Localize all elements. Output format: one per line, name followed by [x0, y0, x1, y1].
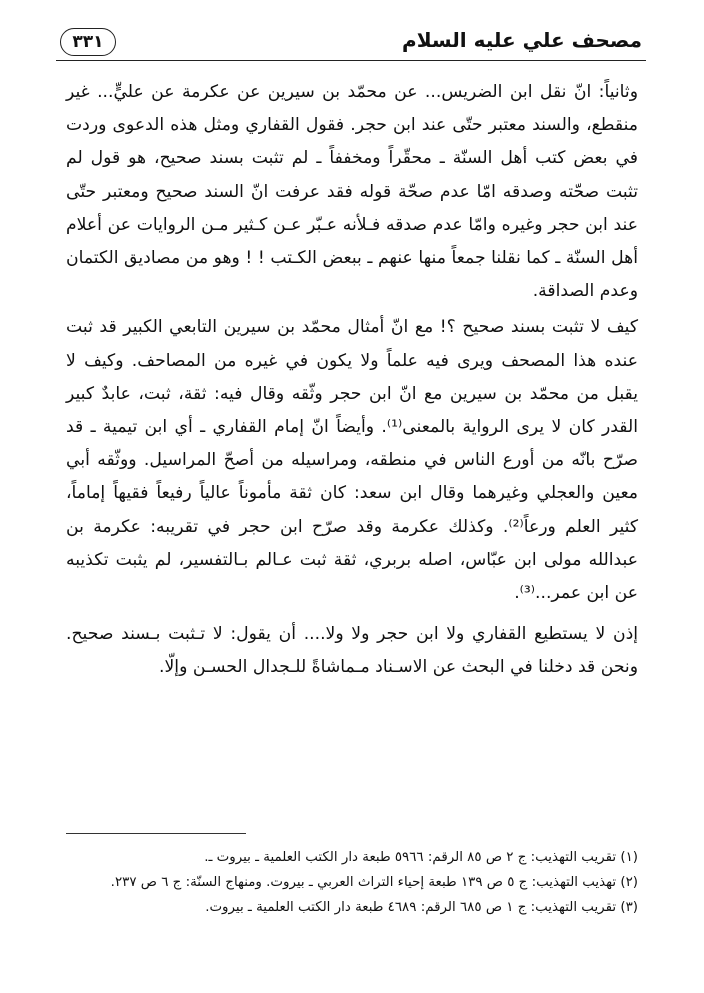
footnotes: [66, 845, 638, 920]
footnote-2: (٢) تهذيب التهذيب: ج ٥ ص ١٣٩ طبعة إحياء التراث العربي ـ بيروت. ومنهاج السنّة: ج ٦ ص ٢٣٧.: [110, 875, 638, 890]
main-text: [66, 76, 638, 685]
paragraph-2: كيف لا تثبت بسند صحيح ؟! مع انّ أمثال محمّد بن سيرين التابعي الكبير قد ثبت عنده هذا المصحف ويرى فيه علماً ولا يكون في غيره من المصاحف. وكيف لا يقبل من محمّد بن سيرين مع انّ ابن حجر وثّقه وقال فيه: ثقة، ثبت، عابدٌ كبير القدر كان لا يرى الرواية بالمعنى⁽¹⁾. وأيضاً انّ إمام القفاري ـ أي ابن تيمية ـ قد صرّح بانّه من أورع الناس في منطقه، ومراسيله من أصحّ المراسيل. ووثّقه أبي معين والعجلي وغيرهما وقال ابن سعد: كان ثقة مأموناً عالياً رفيعاً فقيهاً إماماً، كثير العلم ورعاً⁽²⁾. وكذلك عكرمة وقد صرّح ابن حجر في تقريبه: عكرمة بن عبدالله مولى ابن عبّاس، اصله بربري، ثقة ثبت عـالم بـالتفسير، لم يثبت تكذيبه عن ابن عمر...⁽³⁾.: [66, 317, 639, 604]
paragraph-3: إذن لا يستطيع القفاري ولا ابن حجر ولا ولا.... أن يقول: لا تـثبت بـسند صحيح. ونحن قد دخلنا في البحث عن الاسـناد مـماشاةً للـجدال الحسـن وإلّا.: [66, 624, 638, 678]
page-number-badge: ٣٣١: [60, 28, 116, 56]
footnote-1: (١) تقريب التهذيب: ج ٢ ص ٨٥ الرقم: ٥٩٦٦ طبعة دار الكتب العلمية ـ بيروت ـ.: [204, 850, 638, 865]
page-header: [56, 18, 646, 61]
running-title: مصحف علي عليه السلام: [402, 28, 642, 52]
paragraph-1: وثانياً: انّ نقل ابن الضريس... عن محمّد بن سيرين عن عكرمة عن عليٍّ... غير منقطع، والسند معتبر حتّى عند ابن حجر. فقول القفاري ومثل هذه الدعوى وردت في بعض كتب أهل السنّة ـ محقّراً ومخففاً ـ لم تثبت بسند صحيح، هو قول لم تثبت صحّته وصدقه امّا عدم صحّة قوله فقد عرفت انّ السند صحيح ومعتبر حتّى عند ابن حجر وغيره وامّا عدم صدقه فـلأنه عـبّر عـن كـثير مـن الروايات عن أعلام أهل السنّة ـ كما نقلنا جمعاً منها عنهم ـ ببعض الكـتب ! ! وهو من مصاديق الكتمان وعدم الصداقة.: [66, 82, 638, 302]
footnote-divider: [66, 833, 246, 834]
footnote-3: (٣) تقريب التهذيب: ج ١ ص ٦٨٥ الرقم: ٤٦٨٩ طبعة دار الكتب العلمية ـ بيروت.: [205, 900, 638, 915]
